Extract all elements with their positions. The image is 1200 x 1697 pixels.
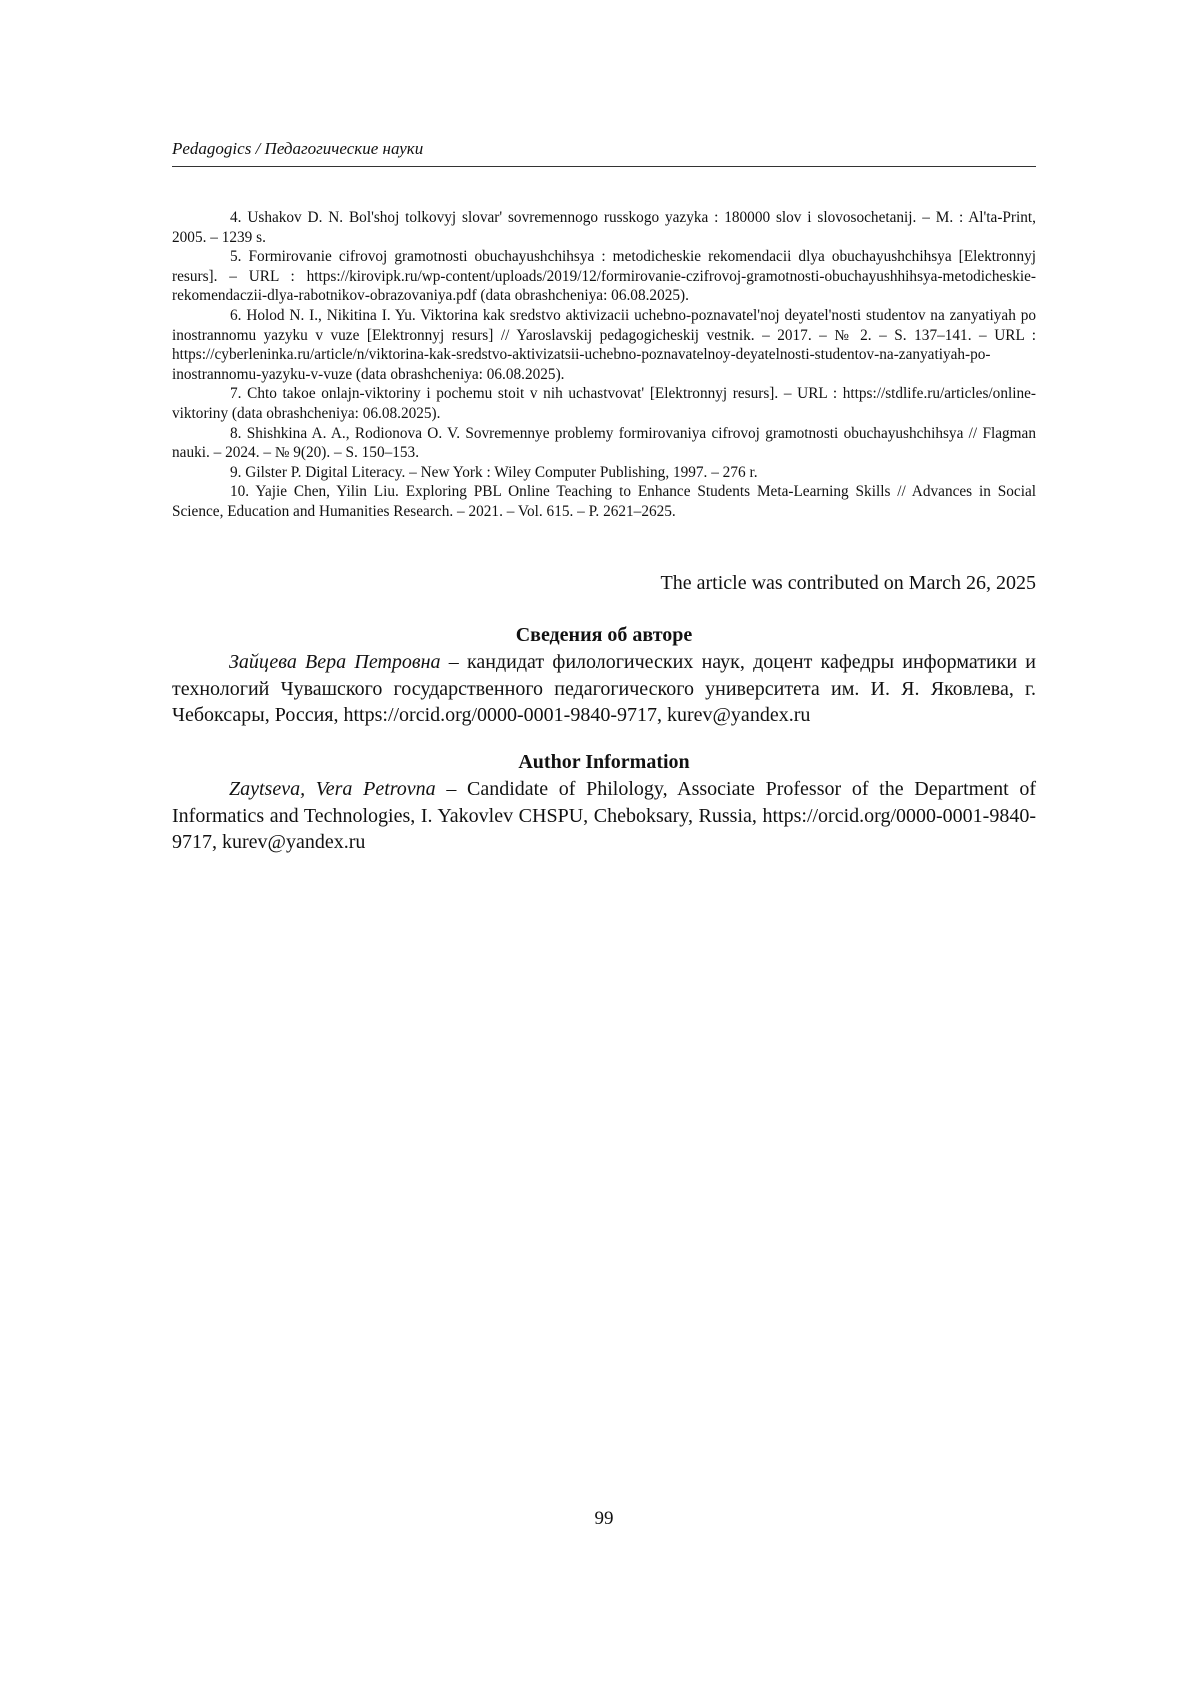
author-name-ru: Зайцева Вера Петровна: [229, 651, 441, 673]
reference-item-10: 10. Yajie Chen, Yilin Liu. Exploring PBL Online Teaching to Enhance Students Meta-Learning Skills // Advances in Social Science, Education and Humanities Research. – 2021. – Vol. 615. – P. 2621–2625.: [172, 483, 1036, 520]
running-header: Pedagogics / Педагогические науки: [172, 139, 424, 158]
reference-item-5: 5. Formirovanie cifrovoj gramotnosti obuchayushchihsya : metodicheskie rekomendacii dlya obuchayushchihsya [Elektronnyj resurs]. – URL : https://kirovipk.ru/wp-content/uploads/2019/12/formirovanie-czifrovoj-gramotnosti-obuchayushhihsya-metodicheskie-rekomendaczii-dlya-rabotnikov-obrazovaniya.pdf (data obrashcheniya: 06.08.2025).: [172, 248, 1036, 305]
reference-item-7: 7. Chto takoe onlajn-viktoriny i pochemu stoit v nih uchastvovat' [Elektronnyj resurs]. – URL : https://stdlife.ru/articles/online-viktoriny (data obrashcheniya: 06.08.2025).: [172, 385, 1036, 422]
author-details-ru: – кандидат филологических наук, доцент кафедры информатики и технологий Чувашского государственного педагогического университета им. И. Я. Яковлева, г. Чебоксары, Россия, https://orcid.org/0000-0001-9840-9717, kurev@yandex.ru: [172, 651, 1036, 726]
reference-item-8: 8. Shishkina A. A., Rodionova O. V. Sovremennye problemy formirovaniya cifrovoj gramotnosti obuchayushchihsya // Flagman nauki. – 2024. – № 9(20). – S. 150–153.: [172, 424, 1036, 462]
page-number: 99: [594, 1508, 614, 1529]
author-info-ru-heading: Сведения об авторе: [515, 624, 693, 646]
reference-item-6: 6. Holod N. I., Nikitina I. Yu. Viktorina kak sredstvo aktivizacii uchebno-poznavatel'noj deyatel'nosti studentov na zanyatiyah po inostrannomu yazyku v vuze [Elektronnyj resurs] // Yaroslavskij pedagogicheskij vestnik. – 2017. – № 2. – S. 137–141. – URL : https://cyberleninka.ru/article/n/viktorina-kak-sredstvo-aktivizatsii-uchebno-poznavatelnoy-deyatelnosti-studentov-na-zanyatiyah-po-inostrannomu-yazyku-v-vuze (data obrashcheniya: 06.08.2025).: [172, 306, 1036, 383]
author-info-en-heading: Author Information: [518, 751, 690, 773]
author-name-en: Zaytseva, Vera Petrovna: [229, 778, 436, 800]
contribution-date-note: The article was contributed on March 26, 2025: [660, 572, 1036, 594]
author-info-en: [172, 749, 1036, 856]
reference-item-4: 4. Ushakov D. N. Bol'shoj tolkovyj slovar' sovremennogo russkogo yazyka : 180000 slov i slovosochetanij. – M. : Al'ta-Print, 2005. – 1239 s.: [172, 209, 1036, 246]
author-info-en-text: [172, 776, 1036, 856]
header-divider: [172, 166, 1036, 167]
author-info-ru: [172, 622, 1036, 729]
author-details-en: – Candidate of Philology, Associate Professor of the Department of Informatics and Technologies, I. Yakovlev CHSPU, Cheboksary, Russia, https://orcid.org/0000-0001-9840-9717, kurev@yandex.ru: [172, 778, 1036, 853]
reference-item-9: 9. Gilster P. Digital Literacy. – New York : Wiley Computer Publishing, 1997. – 276 r.: [230, 463, 758, 481]
author-info-ru-text: [172, 649, 1036, 729]
reference-list: [172, 208, 1036, 522]
